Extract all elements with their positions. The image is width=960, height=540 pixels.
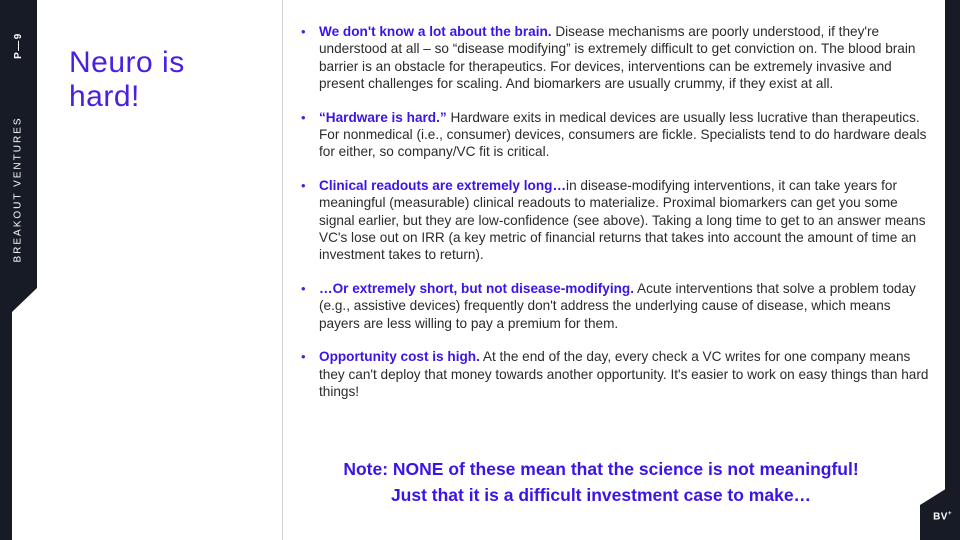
bullet-item — [301, 348, 931, 400]
note-line-2: Just that it is a difficult investment case to make… — [390, 485, 812, 505]
bullet-dot-icon: • — [301, 349, 306, 365]
bullet-item — [301, 23, 931, 93]
bullet-item — [301, 280, 931, 332]
bullet-list — [301, 23, 931, 416]
bullet-item — [301, 109, 931, 161]
slide-title: Neuro is hard! — [69, 46, 185, 113]
bullet-lead: …Or extremely short, but not disease-modifying. — [319, 280, 634, 296]
bullet-dot-icon: • — [301, 109, 306, 125]
note-line-1: Note: NONE of these mean that the science is not meaningful! — [343, 459, 859, 479]
brand-vertical — [11, 108, 25, 270]
bullet-lead: We don't know a lot about the brain. — [319, 24, 552, 39]
bullet-item — [301, 177, 931, 264]
bv-logo-mark: + — [947, 510, 952, 517]
bv-logo-text: BV — [933, 511, 948, 522]
bullet-dot-icon: • — [301, 24, 306, 39]
bv-logo — [933, 511, 952, 522]
right-sidebar-band — [945, 0, 960, 540]
bullet-text: At the end of the day, every check a VC writes for one company means they can't deploy that money towards another opportunity. It's easier to work on easy things than hard things! — [319, 349, 929, 399]
bullet-text: Disease mechanisms are poorly understood, if they're understood at all – so “disease modifying” is extremely difficult to get conviction on. The blood brain barrier is an obstacle for therapeutics. For devices, interventions can be extremely invasive and present challenges for scaling. And biomarkers are usually crummy, if they exist at all. — [319, 24, 916, 92]
closing-note — [300, 456, 902, 508]
bullet-lead: Opportunity cost is high. — [319, 349, 480, 365]
bullet-text: in disease-modifying interventions, it can take years for meaningful (measurable) clinical readouts to materialize. Proximal biomarkers can get you some signal earlier, but they are low-confidence (see above). Taking a long time to get to an answer means VC's lose out on IRR (a key metric of financial returns that takes into account the amount of time an investment takes to return). — [319, 177, 926, 263]
bullet-lead: “Hardware is hard.” — [319, 109, 447, 125]
brand-name: BREAKOUT VENTURES — [12, 115, 24, 263]
page-number-label: P—9 — [12, 31, 24, 59]
page-number — [11, 28, 25, 62]
bullet-text: Hardware exits in medical devices are usually less lucrative than therapeutics. For nonmedical (i.e., consumer) devices, consumers are fickle. Specialists tend to do hardware deals for either, so company/VC fit is critical. — [319, 109, 927, 160]
bullet-dot-icon: • — [301, 177, 306, 193]
bullet-text: Acute interventions that solve a problem today (e.g., assistive devices) frequently don't address the underlying cause of disease, which means payers are less willing to pay a premium for them. — [319, 280, 916, 331]
bullet-lead: Clinical readouts are extremely long… — [319, 177, 567, 193]
column-divider — [282, 0, 283, 540]
bullet-dot-icon: • — [301, 280, 306, 296]
left-sidebar-band — [0, 0, 37, 540]
